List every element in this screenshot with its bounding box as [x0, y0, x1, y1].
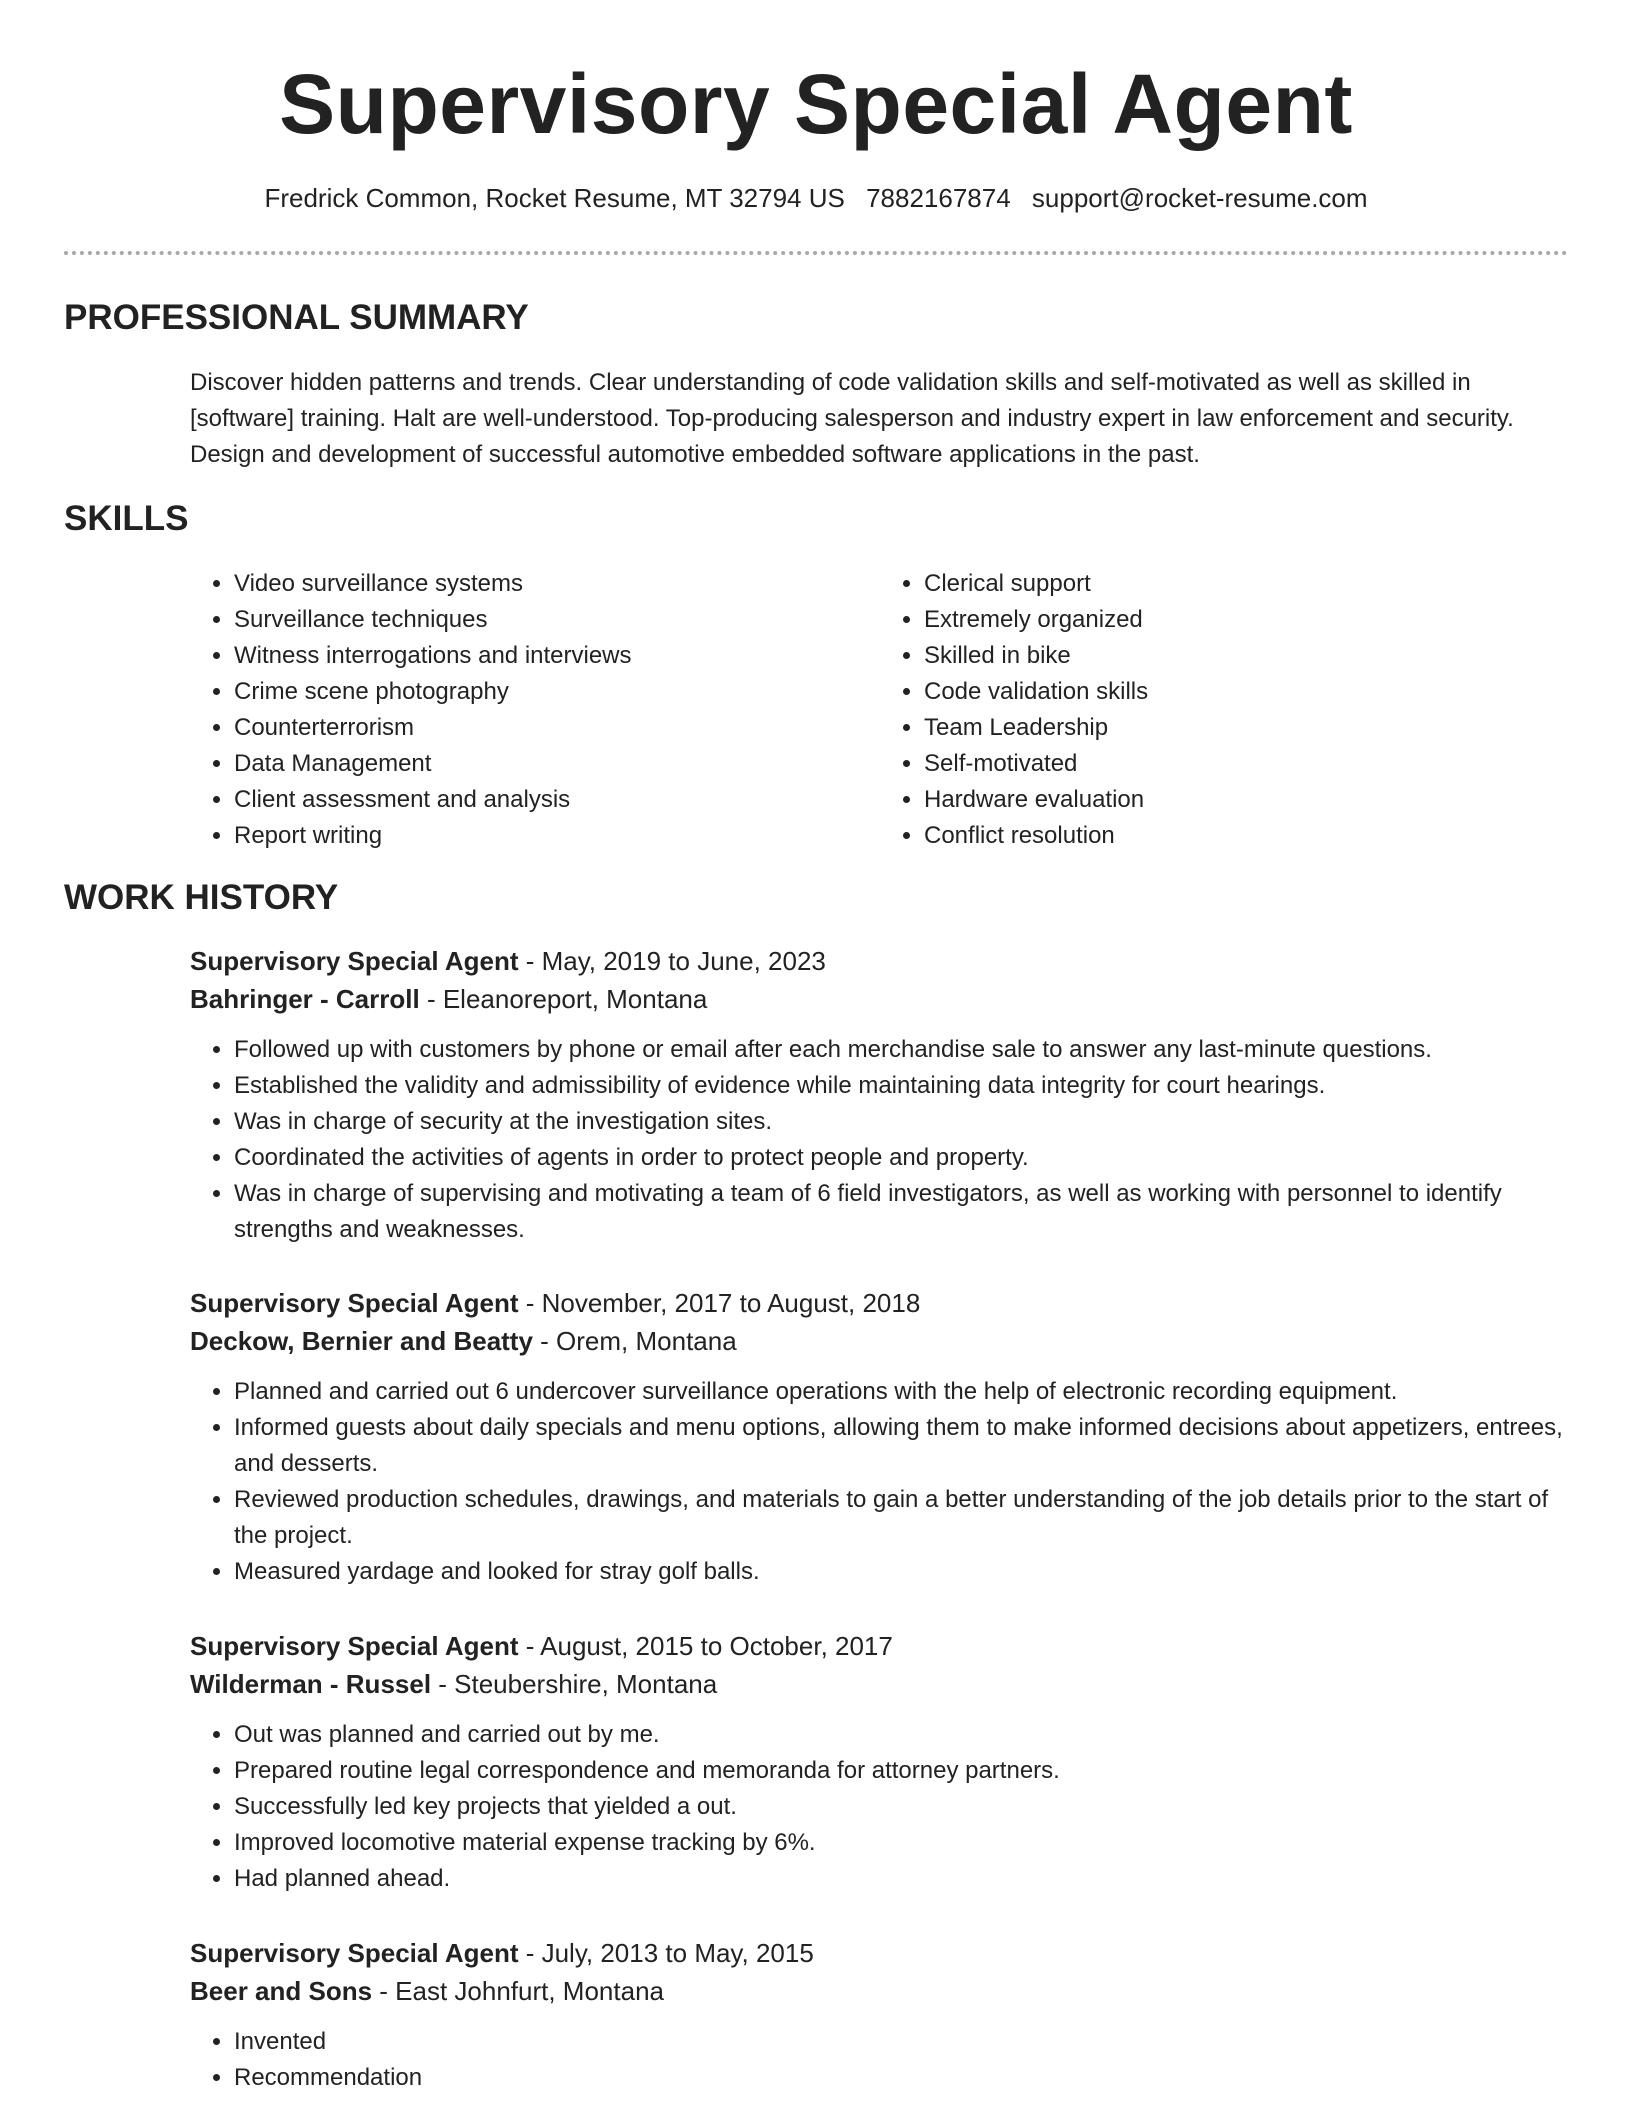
- skill-item: • Surveillance techniques: [234, 602, 880, 638]
- resume-title: Supervisory Special Agent: [279, 57, 1353, 151]
- job-title: Supervisory Special Agent: [190, 1288, 519, 1318]
- skills-list-left: [190, 566, 880, 854]
- skill-item: • Counterterrorism: [234, 710, 880, 746]
- job-company: Deckow, Bernier and Beatty: [190, 1326, 533, 1356]
- job-title: Supervisory Special Agent: [190, 1631, 519, 1661]
- skill-item: • Skilled in bike: [924, 638, 1570, 674]
- job-bullet: • Followed up with customers by phone or email after each merchandise sale to answer any last-minute questions.: [234, 1032, 1570, 1068]
- work-history-heading: WORK HISTORY: [64, 878, 339, 917]
- skill-item: • Hardware evaluation: [924, 782, 1570, 818]
- job-title: Supervisory Special Agent: [190, 1938, 519, 1968]
- job-company-line: [190, 980, 1570, 1018]
- skill-item: • Data Management: [234, 746, 880, 782]
- skills-heading: SKILLS: [64, 499, 189, 538]
- skill-item: • Clerical support: [924, 566, 1570, 602]
- skill-item: • Conflict resolution: [924, 818, 1570, 854]
- job-entry: [190, 1934, 1570, 2096]
- job-company-line: [190, 1665, 1570, 1703]
- job-company-line: [190, 1322, 1570, 1360]
- job-title-line: [190, 1934, 1570, 1972]
- skill-item: • Crime scene photography: [234, 674, 880, 710]
- job-dates: - August, 2015 to October, 2017: [518, 1631, 893, 1661]
- job-bullet: • Informed guests about daily specials and menu options, allowing them to make informed decisions about appetizers, entrees, and desserts.: [234, 1410, 1570, 1482]
- job-entry: [190, 1627, 1570, 1897]
- job-bullet: • Invented: [234, 2024, 1570, 2060]
- skill-item: • Self-motivated: [924, 746, 1570, 782]
- job-bullet: • Was in charge of supervising and motivating a team of 6 field investigators, as well as working with personnel to identify strengths and weaknesses.: [234, 1176, 1570, 1248]
- contact-phone: 7882167874: [866, 183, 1011, 213]
- job-bullet: • Successfully led key projects that yielded a out.: [234, 1789, 1570, 1825]
- job-bullet: • Reviewed production schedules, drawings, and materials to gain a better understanding of the job details prior to the start of the project.: [234, 1482, 1570, 1554]
- job-company-line: [190, 1972, 1570, 2010]
- job-company: Wilderman - Russel: [190, 1669, 432, 1699]
- job-bullet: • Recommendation: [234, 2060, 1570, 2096]
- job-title-line: [190, 942, 1570, 980]
- skills-list-right: [880, 566, 1570, 854]
- job-entry: [190, 942, 1570, 1248]
- skill-item: • Video surveillance systems: [234, 566, 880, 602]
- job-bullet: • Coordinated the activities of agents in order to protect people and property.: [234, 1140, 1570, 1176]
- header-divider: [64, 251, 1568, 255]
- job-company: Beer and Sons: [190, 1976, 373, 2006]
- job-title-line: [190, 1627, 1570, 1665]
- job-bullets: [190, 1717, 1570, 1897]
- job-bullet: • Was in charge of security at the investigation sites.: [234, 1104, 1570, 1140]
- skill-item: • Witness interrogations and interviews: [234, 638, 880, 674]
- job-bullets: [190, 1374, 1570, 1590]
- contact-line: [0, 180, 1632, 216]
- job-dates: - November, 2017 to August, 2018: [518, 1288, 921, 1318]
- skills-columns: [190, 566, 1570, 854]
- job-dates: - July, 2013 to May, 2015: [518, 1938, 814, 1968]
- job-location: - East Johnfurt, Montana: [372, 1976, 664, 2006]
- job-location: - Eleanoreport, Montana: [419, 984, 708, 1014]
- summary-text: Discover hidden patterns and trends. Clear understanding of code validation skills and self-motivated as well as skilled in [software] training. Halt are well-understood. Top-producing salesperson and industry expert in law enforcement and security. Design and development of successful automotive embedded software applications in the past.: [190, 369, 1514, 468]
- job-location: - Steubershire, Montana: [431, 1669, 718, 1699]
- job-bullet: • Out was planned and carried out by me.: [234, 1717, 1570, 1753]
- skill-item: • Code validation skills: [924, 674, 1570, 710]
- contact-email[interactable]: support@rocket-resume.com: [1031, 183, 1368, 213]
- job-bullet: • Planned and carried out 6 undercover surveillance operations with the help of electronic recording equipment.: [234, 1374, 1570, 1410]
- job-bullet: • Prepared routine legal correspondence and memoranda for attorney partners.: [234, 1753, 1570, 1789]
- skill-item: • Client assessment and analysis: [234, 782, 880, 818]
- job-title-line: [190, 1284, 1570, 1322]
- job-bullet: • Had planned ahead.: [234, 1861, 1570, 1897]
- skill-item: • Team Leadership: [924, 710, 1570, 746]
- job-bullet: • Established the validity and admissibility of evidence while maintaining data integrity for court hearings.: [234, 1068, 1570, 1104]
- job-bullets: [190, 1032, 1570, 1248]
- summary-heading: PROFESSIONAL SUMMARY: [64, 298, 529, 337]
- job-location: - Orem, Montana: [532, 1326, 737, 1356]
- job-company: Bahringer - Carroll: [190, 984, 420, 1014]
- job-title: Supervisory Special Agent: [190, 946, 519, 976]
- job-bullet: • Improved locomotive material expense tracking by 6%.: [234, 1825, 1570, 1861]
- skill-item: • Report writing: [234, 818, 880, 854]
- job-dates: - May, 2019 to June, 2023: [518, 946, 826, 976]
- job-bullets: [190, 2024, 1570, 2096]
- job-bullet: • Measured yardage and looked for stray golf balls.: [234, 1554, 1570, 1590]
- contact-address: Fredrick Common, Rocket Resume, MT 32794 US: [264, 183, 845, 213]
- job-entry: [190, 1284, 1570, 1590]
- skill-item: • Extremely organized: [924, 602, 1570, 638]
